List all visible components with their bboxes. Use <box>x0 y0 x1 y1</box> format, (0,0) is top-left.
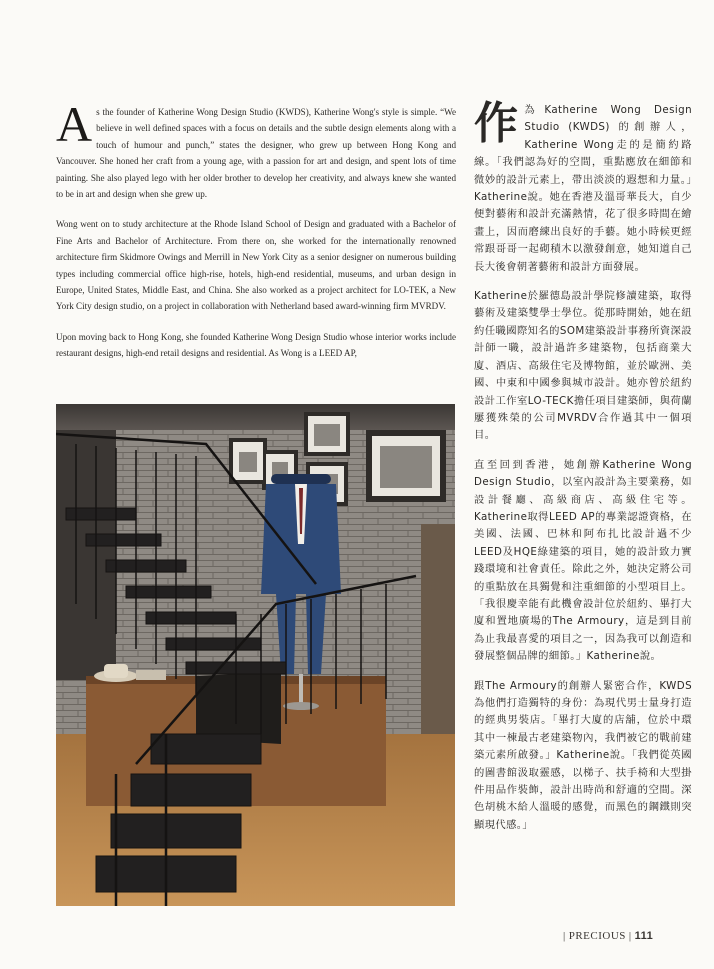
english-dropcap: A <box>56 96 93 152</box>
english-paragraph-1-text: s the founder of Katherine Wong Design Studio (KWDS), Katherine Wong's style is simple. “We believe in well defined spaces with a focus on details and the subtle design elements along with a touch of humour and punch,” states the designer, who grew up between Hong Kong and Vancouver. She honed her craft from a young age, with a passion for art and design, and spent lots of time painting. She also played lego with her older brother to develop her creativity, and always knew she wanted to be in art and design when she grew up. <box>56 107 456 200</box>
chinese-paragraph-3: 直至回到香港，她創辦Katherine Wong Design Studio，以室內設計為主要業務，如設計餐廳、高級商店、高級住宅等。Katherine取得LEED AP的專業認證資格，在美國、法國、巴林和阿布扎比設計過不少LEED及HQE綠建築的項目，她的設計致力實踐環境和社會責任。除此之外，她決定將公司的重點放在具獨覺和注重細節的小型項目上。「我很慶幸能有此機會設計位於紐約、畢打大廈和置地廣場的The Armoury，這是到目前為止我最喜愛的項目之一，因為我可以創造和發展整個品牌的細節。」Katherine說。 <box>474 458 692 663</box>
page-number: 111 <box>634 930 654 942</box>
staircase-illustration <box>56 404 455 906</box>
english-paragraph-1 <box>56 96 456 202</box>
chinese-paragraph-2: Katherine於羅德島設計學院修讀建築，取得藝術及建築雙學士學位。從那時開始，她在紐約任職國際知名的SOM建築設計事務所資深設計師一職，設計過許多建築物，包括商業大廈、酒店、高級住宅及博物館，並於歐洲、美國、中東和中國參與城市設計。她亦曾於紐約設計工作室LO-TECK擔任項目建築師，與荷蘭屢獲殊榮的公司MVRDV合作過其中一個項目。 <box>474 290 692 442</box>
chinese-paragraph-1-text: 為Katherine Wong Design Studio (KWDS) 的創辦人，Katherine Wong走的是簡約路線。「我們認為好的空間，重點應放在細節和微妙的設計元素上，帶出淡淡的遐想和力量。」Katherine說。她在香港及溫哥華長大，自少便對藝術和設計充滿熱情，花了很多時間在繪畫上，因而磨練出良好的手藝。她小時候更經常跟哥哥一起砌積木以激發創意，她知道自己長大後會朝著藝術和設計方面發展。 <box>474 104 692 273</box>
chinese-column <box>474 98 692 846</box>
chinese-dropcap: 作 <box>474 98 519 149</box>
footer-divider-right: | <box>628 930 632 942</box>
page-footer <box>560 930 653 942</box>
magazine-name: PRECIOUS <box>568 930 626 942</box>
chinese-paragraph-1 <box>474 98 692 276</box>
store-interior-photo <box>56 404 455 906</box>
english-paragraph-2: Wong went on to study architecture at the Rhode Island School of Design and graduated with a Bachelor of Fine Arts and Bachelor of Architecture. From there on, she worked for the internationally renowned architecture firm Skidmore Owings and Merrill in New York City as a senior designer on numerous building types including commercial office high-rise, hotels, high-end residential, museums, and urban design in Europe, United States, Middle East, and China. She also worked as a project architect for LO-TEK, a New York City design studio, on a project in collaboration with Netherland based award-winning firm MVRDV. <box>56 219 456 312</box>
english-paragraph-3: Upon moving back to Hong Kong, she founded Katherine Wong Design Studio whose interior works include restaurant designs, high-end retail designs and residential. As Wong is a LEED AP, <box>56 331 456 359</box>
footer-divider-left: | <box>563 930 566 942</box>
chinese-paragraph-4: 跟The Armoury的創辦人緊密合作，KWDS為他們打造獨特的身份：為現代男士量身打造的經典男裝店。「畢打大廈的店舖，位於中環其中一棟最古老建築物內，我們被它的戰前建築元素所啟發。」Katherine說。「我們從英國的圖書館汲取靈感，以梯子、扶手椅和大型掛件用品作裝飾，設計出時尚和舒適的空間。深色胡桃木給人溫暖的感覺，而黑色的鋼鐵則突顯現代感。」 <box>474 679 692 831</box>
english-column <box>56 96 456 376</box>
